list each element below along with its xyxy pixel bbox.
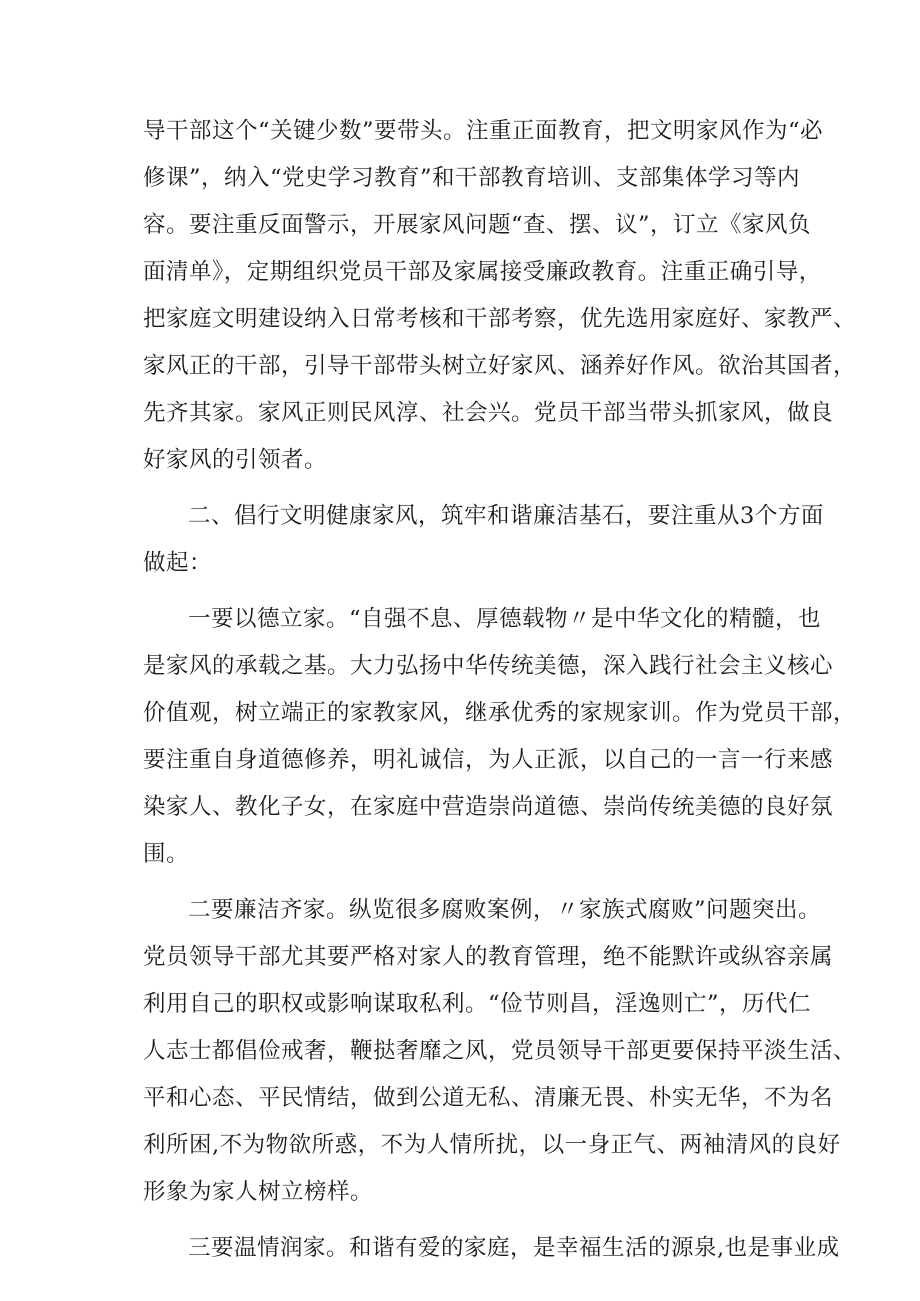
body-text-line: 形象为家人树立榜样。: [143, 1179, 374, 1205]
section-heading-line: 做起：: [143, 550, 213, 576]
body-text-line: 二要廉洁齐家。纵览很多腐败案例，〃家族式腐败”问题突出。: [188, 897, 822, 923]
body-text-line: 容。要注重反面警示，开展家风问题“查、摆、议”，订立《家风负: [143, 212, 812, 238]
body-text-line: 价值观，树立端正的家教家风，继承优秀的家规家训。作为党员干部，: [143, 700, 857, 726]
body-text-line: 人志士都倡俭戒奢，鞭挞奢靡之风，党员领导干部更要保持平淡生活、: [143, 1038, 857, 1064]
body-text-line: 要注重自身道德修养，明礼诚信，为人正派，以自己的一言一行来感: [143, 747, 834, 773]
body-text-line: 先齐其家。家风正则民风淳、社会兴。党员干部当带头抓家风，做良: [143, 400, 834, 426]
body-text-line: 党员领导干部尤其要严格对家人的教育管理，绝不能默许或纵容亲属: [143, 944, 834, 970]
body-text-line: 好家风的引领者。: [143, 447, 328, 473]
body-text-line: 平和心态、平民情结，做到公道无私、清廉无畏、朴实无华，不为名: [143, 1085, 834, 1111]
body-text-line: 利所困,不为物欲所惑，不为人情所扰，以一身正气、两袖清风的良好: [143, 1132, 841, 1158]
body-text-line: 把家庭文明建设纳入日常考核和干部考察，优先选用家庭好、家教严、: [143, 306, 857, 332]
body-text-line: 三要温情润家。和谐有爱的家庭，是幸福生活的源泉,也是事业成: [188, 1235, 840, 1261]
body-text-line: 导干部这个“关键少数”要带头。注重正面教育，把文明家风作为“必: [143, 118, 824, 144]
body-text-line: 家风正的干部，引导干部带头树立好家风、涵养好作风。欲治其国者，: [143, 353, 857, 379]
body-text-line: 是家风的承载之基。大力弘扬中华传统美德，深入践行社会主义核心: [143, 653, 834, 679]
body-text-line: 面清单》，定期组织党员干部及家属接受廉政教育。注重正确引导，: [143, 259, 822, 285]
body-text-line: 围。: [143, 841, 190, 867]
body-text-line: 修课”，纳入“党史学习教育”和干部教育培训、支部集体学习等内: [143, 165, 801, 191]
body-text-line: 利用自己的职权或影响谋取私利。“俭节则昌，淫逸则亡”，历代仁: [143, 991, 812, 1017]
body-text-line: 一要以德立家。“自强不息、厚德载物〃是中华文化的精髓，也: [188, 606, 822, 632]
section-heading-line: 二、倡行文明健康家风，筑牢和谐廉洁基石，要注重从3个方面: [188, 503, 824, 529]
body-text-line: 染家人、教化子女，在家庭中营造崇尚道德、崇尚传统美德的良好氛: [143, 794, 834, 820]
